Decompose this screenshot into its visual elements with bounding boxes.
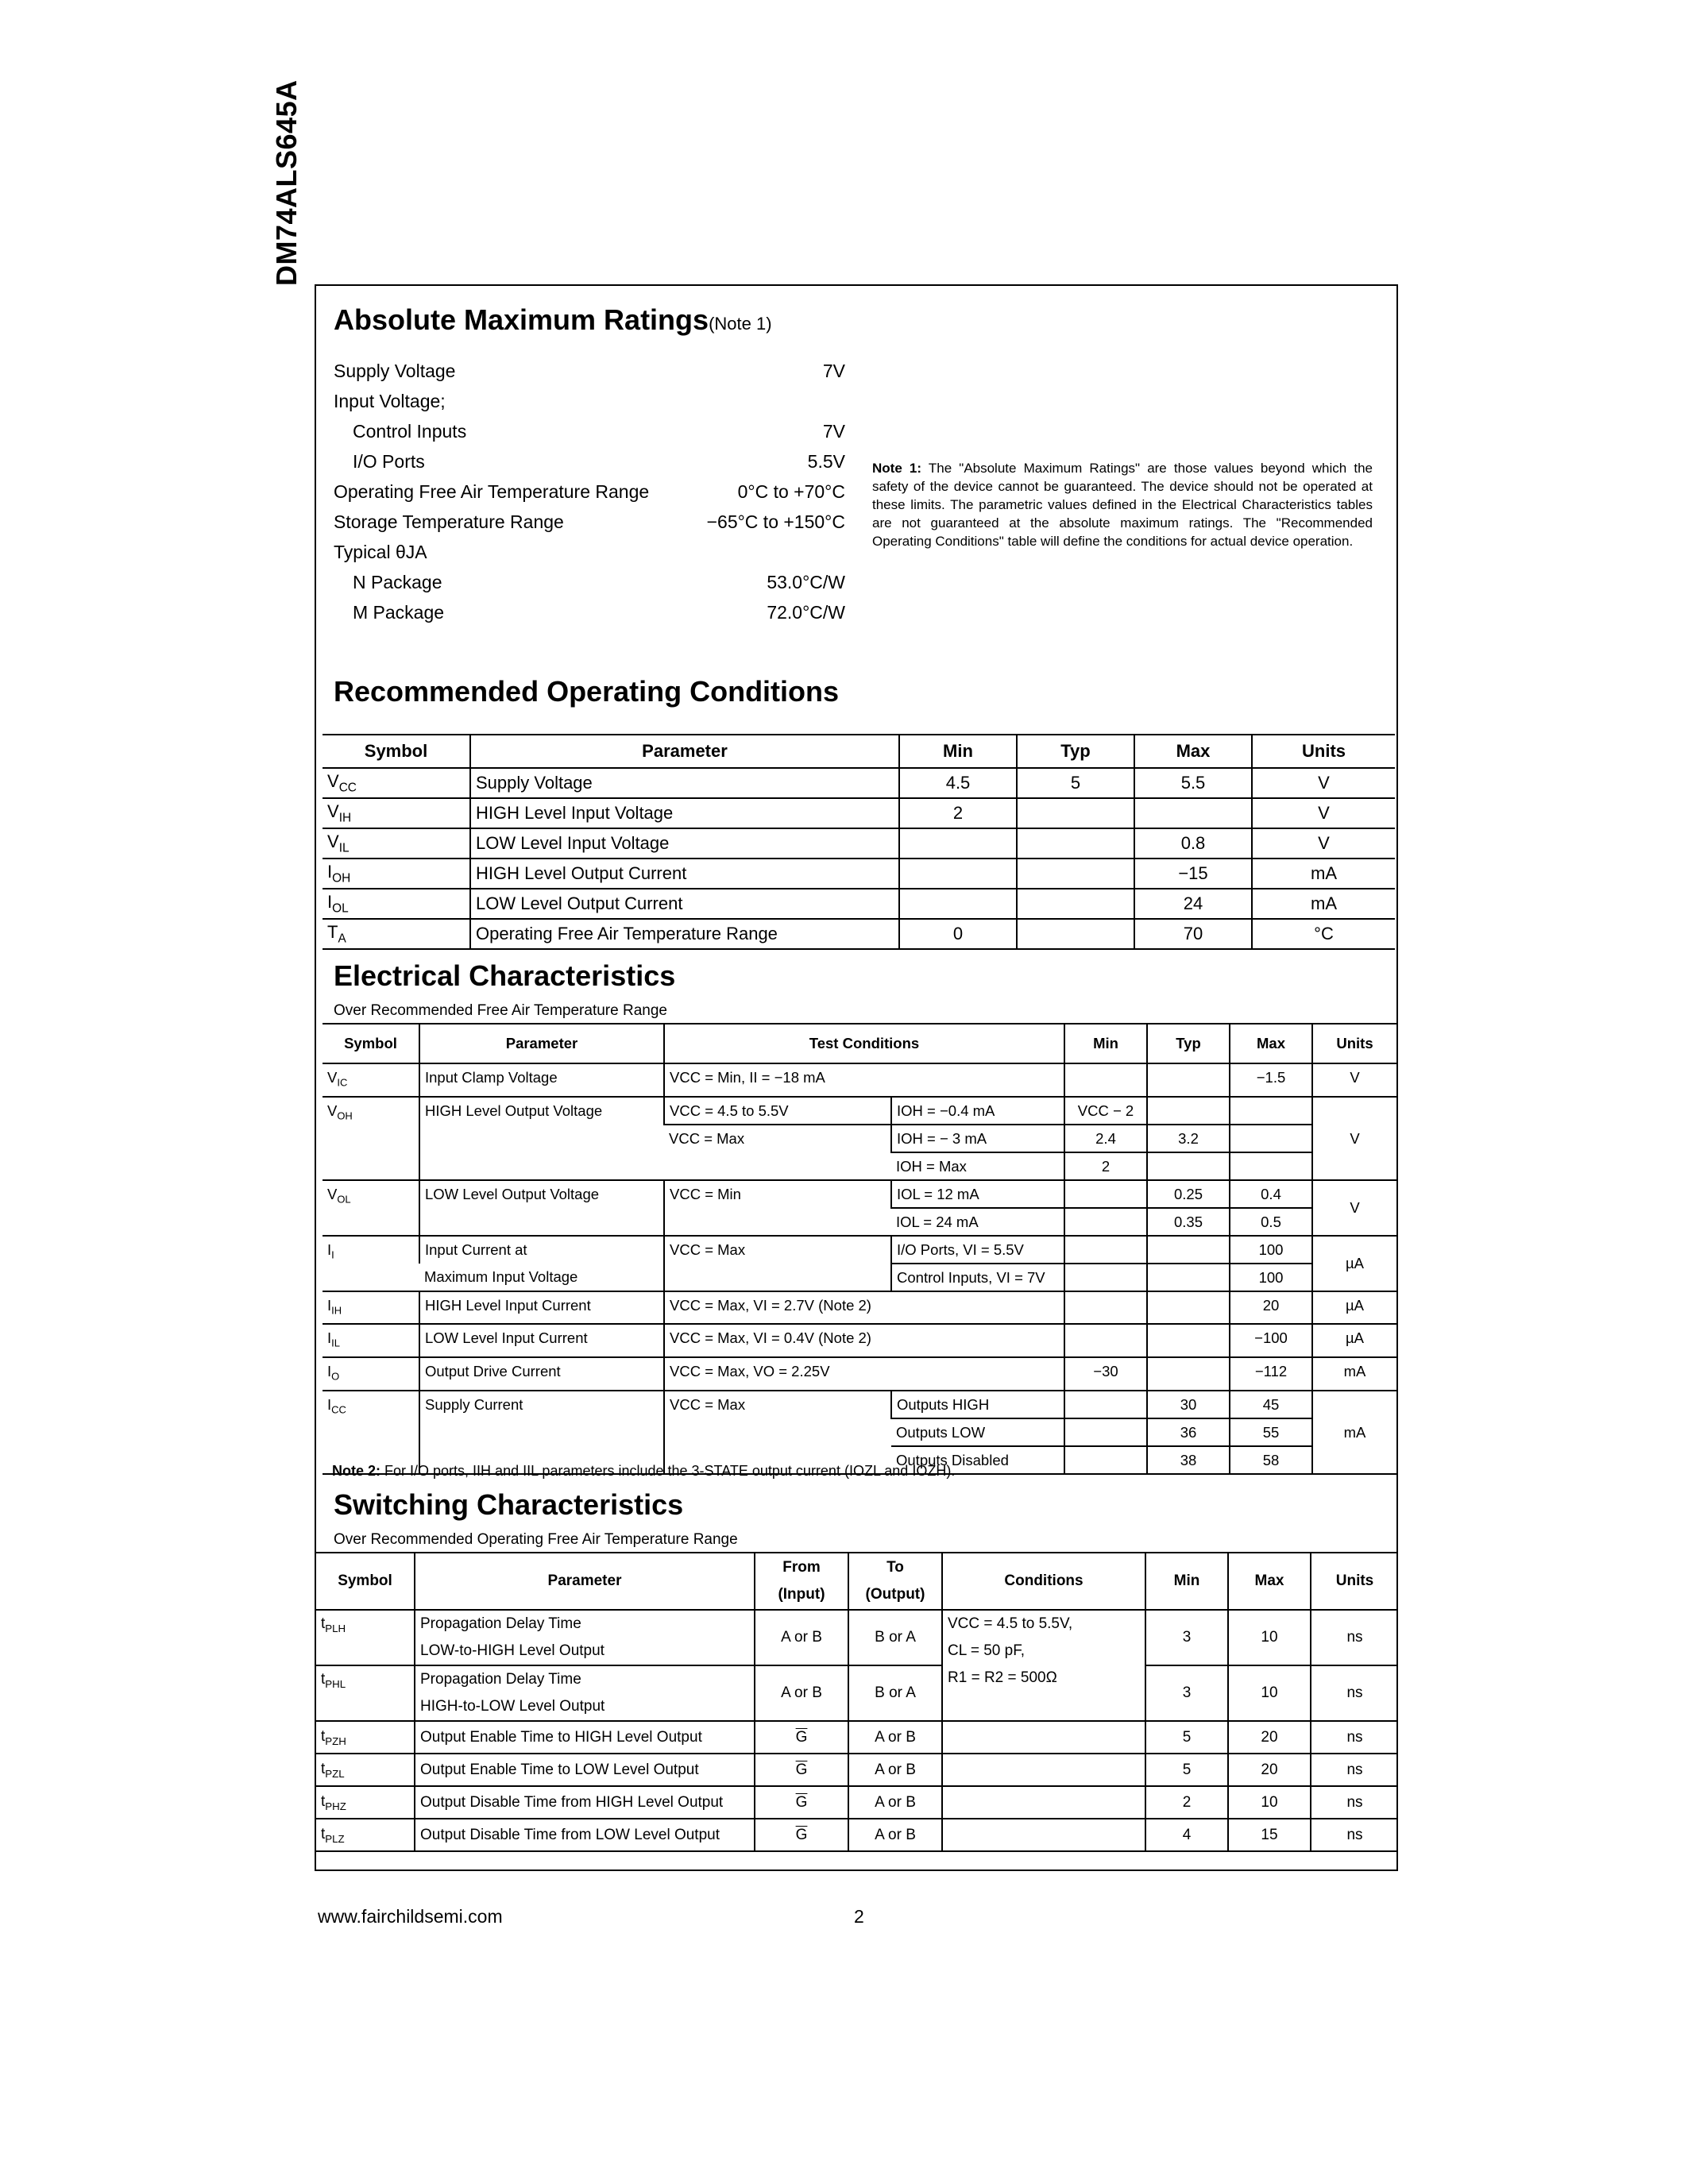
table-row: $t_{PLZ}$ Output Disable Time from LOW Level Output $\overline{G}$ A or B 4 15 ns: [316, 1819, 1398, 1851]
content-frame: [315, 284, 1398, 1871]
amr-row: Operating Free Air Temperature Range 0°C to +70°C: [334, 481, 845, 502]
table-row: $V_{IL}$ LOW Level Input Voltage 0.8 V: [323, 828, 1395, 859]
roc-heading: Recommended Operating Conditions: [334, 675, 840, 708]
roc-col-max: Max: [1134, 735, 1252, 768]
sc-col-max: Max: [1228, 1553, 1311, 1610]
ec-col-test-conditions: Test Conditions: [664, 1024, 1064, 1063]
sc-header-row: [316, 1553, 1398, 1610]
table-row: $V_{IC}$ Input Clamp Voltage VCC = Min, II = −18 mA −1.5 V: [323, 1063, 1396, 1097]
note-1: Note 1: The "Absolute Maximum Ratings" are those values beyond which the safety of the device cannot be guaranteed. The device should not be operated at these limits. The parametric values defined in the Electrical Characteristics tables are not guaranteed at the absolute maximum ratings. The "Recommended Operating Conditions" table will define the conditions for actual device operation.: [872, 461, 1373, 549]
sc-col-conditions: Conditions: [942, 1553, 1145, 1610]
amr-row: Input Voltage;: [334, 391, 446, 411]
table-row: VCC = Max IOH = − 3 mA 2.4 3.2: [323, 1125, 1396, 1152]
table-row: $I_{CC}$ Supply Current VCC = Max Outputs HIGH 30 45 mA: [323, 1391, 1396, 1418]
ec-col-parameter: Parameter: [419, 1024, 664, 1063]
table-row: $t_{PHL}$ Propagation Delay Time HIGH-to-LOW Level Output A or B B or A 3 10 ns: [316, 1665, 1398, 1721]
table-row: IOL = 24 mA 0.35 0.5: [323, 1208, 1396, 1236]
roc-table: [323, 734, 1395, 950]
amr-row: I/O Ports 5.5V: [353, 451, 845, 472]
amr-row: N Package 53.0°C/W: [353, 572, 845, 592]
sc-table: [316, 1552, 1398, 1852]
amr-heading: Absolute Maximum Ratings(Note 1): [334, 303, 772, 336]
table-row: $V_{OH}$ HIGH Level Output Voltage VCC = 4.5 to 5.5V IOH = −0.4 mA VCC − 2 V: [323, 1097, 1396, 1125]
table-row: $T_A$ Operating Free Air Temperature Range 0 70 °C: [323, 919, 1395, 949]
table-row: $I_{IL}$ LOW Level Input Current VCC = Max, VI = 0.4V (Note 2) −100 µA: [323, 1324, 1396, 1357]
sc-col-parameter: Parameter: [415, 1553, 755, 1610]
ec-col-units: Units: [1312, 1024, 1396, 1063]
table-row: $t_{PZH}$ Output Enable Time to HIGH Level Output $\overline{G}$ A or B 5 20 ns: [316, 1721, 1398, 1754]
roc-header-row: [323, 735, 1395, 768]
table-row: $V_{OL}$ LOW Level Output Voltage VCC = Min IOL = 12 mA 0.25 0.4 V: [323, 1180, 1396, 1208]
sc-col-to: To (Output): [848, 1553, 942, 1610]
ec-header-row: [323, 1024, 1396, 1063]
ec-col-max: Max: [1230, 1024, 1312, 1063]
note-2: Note 2: For I/O ports, IIH and IIL parameters include the 3-STATE output current (IOZL and IOZH).: [332, 1463, 956, 1479]
roc-col-typ: Typ: [1017, 735, 1134, 768]
sc-caption: Over Recommended Operating Free Air Temperature Range: [334, 1531, 738, 1548]
amr-row: M Package 72.0°C/W: [353, 602, 845, 623]
roc-col-units: Units: [1252, 735, 1395, 768]
amr-row: Supply Voltage 7V: [334, 361, 845, 381]
page-number: 2: [854, 1906, 864, 1927]
sc-col-from: From (Input): [755, 1553, 848, 1610]
footer-url: www.fairchildsemi.com: [318, 1906, 503, 1927]
table-row: $I_{OH}$ HIGH Level Output Current −15 mA: [323, 859, 1395, 889]
amr-row: Control Inputs 7V: [353, 421, 845, 442]
table-row: $V_{IH}$ HIGH Level Input Voltage 2 V: [323, 798, 1395, 828]
table-row: $I_{OL}$ LOW Level Output Current 24 mA: [323, 889, 1395, 919]
ec-col-symbol: Symbol: [323, 1024, 419, 1063]
roc-col-min: Min: [899, 735, 1017, 768]
ec-table: [323, 1023, 1396, 1475]
amr-row: Storage Temperature Range −65°C to +150°C: [334, 511, 845, 532]
sc-col-units: Units: [1311, 1553, 1398, 1610]
sc-conditions-cell: VCC = 4.5 to 5.5V, CL = 50 pF, R1 = R2 = 500Ω: [942, 1610, 1145, 1721]
ec-caption: Over Recommended Free Air Temperature Range: [334, 1002, 667, 1019]
table-row: $I_I$ Input Current at VCC = Max I/O Ports, VI = 5.5V 100 µA: [323, 1236, 1396, 1264]
roc-col-parameter: Parameter: [470, 735, 899, 768]
sc-heading: Switching Characteristics: [334, 1488, 684, 1521]
table-row: $t_{PHZ}$ Output Disable Time from HIGH Level Output $\overline{G}$ A or B 2 10 ns: [316, 1786, 1398, 1819]
ec-col-typ: Typ: [1147, 1024, 1230, 1063]
table-row: $I_O$ Output Drive Current VCC = Max, VO = 2.25V −30 −112 mA: [323, 1357, 1396, 1391]
table-row: $t_{PLH}$ Propagation Delay Time LOW-to-HIGH Level Output A or B B or A VCC = 4.5 to 5.5V, CL = 50 pF, R1 = R2 = 500Ω 3 10 ns: [316, 1610, 1398, 1665]
table-row: $V_{CC}$ Supply Voltage 4.5 5 5.5 V: [323, 768, 1395, 798]
ec-col-min: Min: [1064, 1024, 1147, 1063]
amr-row: Typical θJA: [334, 542, 427, 562]
table-row: $t_{PZL}$ Output Enable Time to LOW Level Output $\overline{G}$ A or B 5 20 ns: [316, 1754, 1398, 1786]
table-row: Outputs LOW 36 55: [323, 1418, 1396, 1446]
roc-col-symbol: Symbol: [323, 735, 470, 768]
table-row: IOH = Max 2: [323, 1152, 1396, 1180]
table-row: Outputs Disabled 38 58: [323, 1446, 1396, 1474]
sc-col-min: Min: [1145, 1553, 1228, 1610]
amr-list: [334, 356, 845, 627]
table-row: $I_{IH}$ HIGH Level Input Current VCC = Max, VI = 2.7V (Note 2) 20 µA: [323, 1291, 1396, 1325]
table-row: Maximum Input Voltage Control Inputs, VI = 7V 100: [323, 1264, 1396, 1291]
ec-heading: Electrical Characteristics: [334, 959, 676, 992]
sc-col-symbol: Symbol: [316, 1553, 415, 1610]
